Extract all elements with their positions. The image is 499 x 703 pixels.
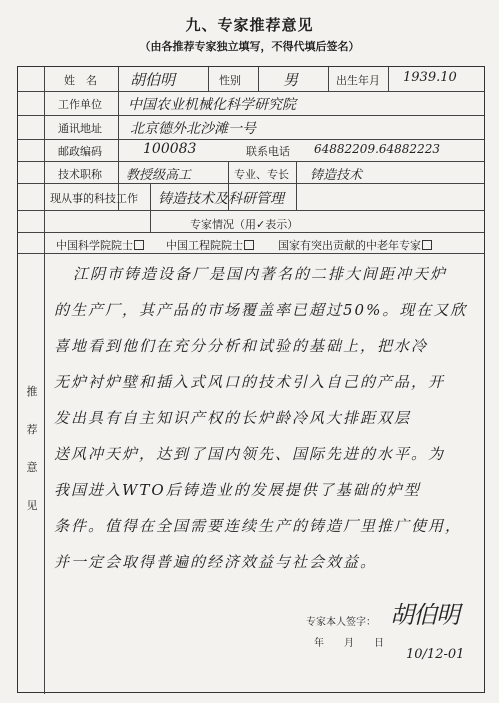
opinion-line: 发出具有自主知识产权的长炉龄冷风大排距双层 — [54, 409, 412, 427]
opinion-line: 江阴市铸造设备厂是国内著名的二排大间距冲天炉 — [73, 265, 448, 283]
column-divider — [388, 67, 389, 91]
row-divider — [18, 115, 484, 116]
checkbox — [134, 240, 144, 250]
name-value: 胡伯明 — [130, 71, 176, 89]
column-divider — [258, 67, 259, 91]
column-divider — [328, 67, 329, 91]
birth-date-label: 出生年月 — [336, 74, 380, 87]
row-divider — [18, 253, 484, 254]
specialty-label: 专业、专长 — [234, 168, 289, 181]
gender-value: 男 — [283, 71, 299, 89]
tech-title-value: 教授级高工 — [126, 168, 192, 183]
row-divider — [18, 161, 484, 162]
opinion-line: 条件。值得在全国需要连续生产的铸造厂里推广使用， — [54, 517, 463, 535]
opinion-line: 无炉衬炉壁和插入式风口的技术引入自己的产品，开 — [54, 373, 446, 391]
date-value: 10/12-01 — [406, 647, 465, 662]
tech-title-label: 技术职称 — [58, 168, 102, 181]
row-divider — [18, 183, 484, 184]
specialty-value: 铸造技术 — [310, 168, 363, 183]
postcode-label: 邮政编码 — [58, 145, 102, 158]
expert-signature: 胡伯明 — [390, 601, 459, 629]
phone-label: 联系电话 — [246, 145, 290, 158]
birth-date-value: 1939.10 — [403, 70, 457, 85]
column-divider — [44, 67, 45, 694]
signature-label: 专家本人签字： — [306, 617, 376, 628]
name-label: 姓 名 — [64, 74, 97, 87]
expert-opinion-form — [17, 66, 485, 693]
page-subtitle: （由各推荐专家独立填写，不得代填后签名） — [139, 40, 360, 53]
address-label: 通讯地址 — [58, 122, 102, 135]
address-value: 北京德外北沙滩一号 — [130, 121, 256, 137]
expert-option-contribution: 国家有突出贡献的中老年专家 — [278, 237, 432, 253]
column-divider — [150, 183, 151, 232]
work-unit-label: 工作单位 — [58, 98, 102, 111]
phone-value: 64882209.64882223 — [314, 142, 440, 156]
checkbox — [422, 240, 432, 250]
current-work-value: 铸造技术及科研管理 — [158, 191, 284, 207]
page-title: 九、专家推荐意见 — [185, 16, 314, 34]
row-divider — [18, 232, 484, 233]
expert-option-cas: 中国科学院院士 — [56, 237, 144, 253]
column-divider — [118, 67, 119, 210]
column-divider — [296, 161, 297, 210]
column-divider — [208, 67, 209, 91]
date-label: 年 月 日 — [314, 638, 384, 649]
work-unit-value: 中国农业机械化科学研究院 — [128, 97, 296, 113]
opinion-line: 我国进入WTO后铸造业的发展提供了基础的炉型 — [54, 481, 421, 499]
row-divider — [18, 210, 484, 211]
current-work-label: 现从事的科技工作 — [50, 192, 138, 205]
opinion-line: 并一定会取得普遍的经济效益与社会效益。 — [54, 553, 378, 571]
opinion-line: 送风冲天炉，达到了国内领先、国际先进的水平。为 — [54, 445, 446, 463]
gender-label: 性别 — [219, 74, 241, 87]
opinion-line: 的生产厂，其产品的市场覆盖率已超过50%。现在又欣 — [54, 301, 468, 319]
row-divider — [18, 91, 484, 92]
row-divider — [18, 139, 484, 140]
postcode-value: 100083 — [143, 141, 197, 157]
checkbox — [244, 240, 254, 250]
opinion-line: 喜地看到他们在充分分析和试验的基础上，把水冷 — [54, 337, 429, 355]
expert-option-cae: 中国工程院院士 — [166, 237, 254, 253]
opinion-side-label: 推 荐 意 见 — [26, 385, 38, 512]
expert-status-heading: 专家情况（用✓表示） — [190, 218, 299, 231]
